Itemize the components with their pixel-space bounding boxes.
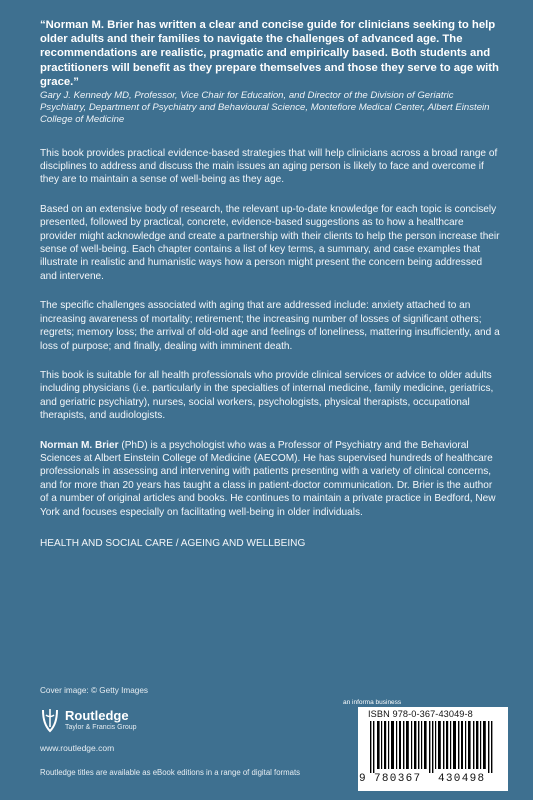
description-paragraph-1: This book provides practical evidence-based strategies that will help clinicians across a broad range of disciplines to address and discuss the main issues an aging person is likely to face and overcome if they are to maintain a sense of well-being as they age. [40, 147, 498, 186]
barcode-digit-first: 9 [359, 773, 366, 785]
description-paragraph-4: This book is suitable for all health professionals who provide clinical services or advice to older adults including physicians (i.e. particularly in the specialties of internal medicine, family medicine, geriatrics, and geriatric psychiatry), nurses, social workers, psychologists, physical therapists, occupational therapists, and audiologists. [40, 369, 494, 422]
publisher-name: Routledge [65, 708, 129, 723]
publisher-text [65, 707, 137, 732]
description-paragraph-2: Based on an extensive body of research, the relevant up-to-date knowledge for each topic is concisely presented, followed by practical, concrete, evidence-based suggestions as to how a healthcare provider might acknowledge and create a partnership with their clients to help the person increase their sense of well-being. Each chapter contains a list of key terms, a summary, and case examples that illustrate in realistic and humanistic ways how a person might present the concern being addressed and intervene. [40, 203, 500, 282]
cover-text [40, 18, 500, 550]
barcode-icon [368, 721, 498, 773]
barcode-box [358, 707, 508, 791]
barcode-digits-right: 430498 [438, 773, 486, 785]
author-bio-text: (PhD) is a psychologist who was a Professor of Psychiatry and the Behavioral Sciences at Albert Einstein College of Medicine (AECOM). He has supervised hundreds of healthcare professionals in assessing and intervening with patients presenting with a variety of clinical concerns, and for more than 20 years has taught a class in patient-doctor communication. Dr. Brier is the author of a number of original articles and books. He continues to maintain a private practice in Bedford, New York and focuses especially on facilitating well-being in older individuals. [40, 439, 496, 518]
publisher-url: www.routledge.com [40, 743, 115, 753]
ebook-note: Routledge titles are available as eBook editions in a range of digital formats [40, 768, 301, 777]
author-name: Norman M. Brier [40, 439, 119, 451]
isbn-label: ISBN 978-0-367-43049-8 [368, 709, 473, 719]
publisher-block [40, 707, 137, 733]
author-bio [40, 439, 500, 519]
subject-category: HEALTH AND SOCIAL CARE / AGEING AND WELLBEING [40, 537, 306, 549]
cover-image-credit: Cover image: © Getty Images [40, 686, 148, 695]
description-paragraph-3: The specific challenges associated with aging that are addressed include: anxiety attached to an increasing awareness of mortality; retirement; the increasing number of losses of significant others; regrets; memory loss; the arrival of old-old age and feelings of loneliness, mattering insufficiently, and a loss of purpose; and finally, dealing with imminent death. [40, 300, 500, 352]
barcode-digits-left: 780367 [374, 773, 422, 785]
endorsement-attribution: Gary J. Kennedy MD, Professor, Vice Chair for Education, and Director of the Division of Geriatric Psychiatry, Department of Psychiatry and Behavioural Science, Montefiore Medical Center, Albert Einstein College of Medicine [40, 90, 490, 126]
routledge-logo-icon [40, 707, 60, 733]
endorsement-quote: “Norman M. Brier has written a clear and concise guide for clinicians seeking to help older adults and their families to navigate the challenges of advanced age. The recommendations are realistic, pragmatic and empirically based. Both students and practitioners will benefit as they prepare themselves and those they serve to age with grace.” [40, 19, 499, 88]
informa-label: an informa business [343, 699, 402, 706]
publisher-subtitle: Taylor & Francis Group [65, 724, 137, 731]
